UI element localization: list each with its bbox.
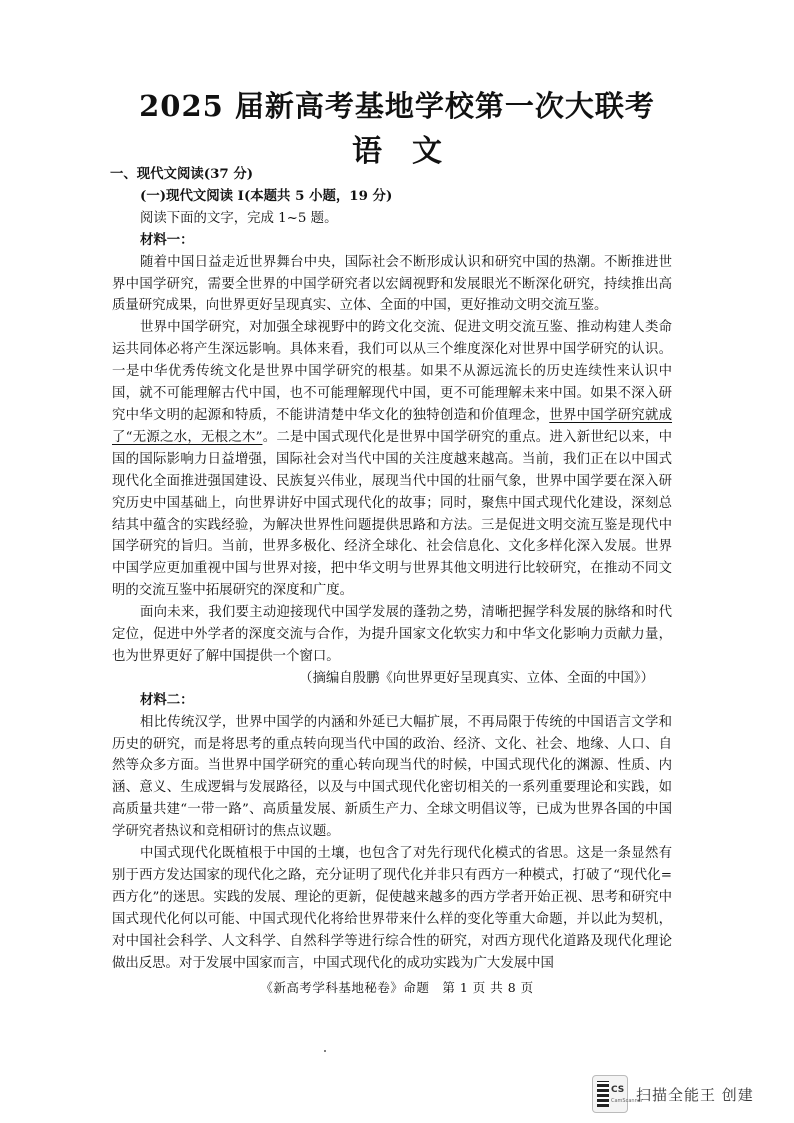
scan-speck (324, 1050, 326, 1052)
underlined-sentence: 世界中国学研究就成了“无源之水，无根之木” (112, 407, 673, 445)
exam-title: 2025 届新高考基地学校第一次大联考 (139, 89, 655, 123)
watermark-text: 扫描全能王 创建 (636, 1085, 754, 1104)
material1-paragraph-2 (112, 317, 672, 602)
material1-paragraph-1: 随着中国日益走近世界舞台中央，国际社会不断形成认识和研究中国的热潮。不断推进世界中国学研究，需要全世界的中国学研究者以宏阔视野和发展眼光不断深化研究，持续推出高质量研究成果，向世界更好呈现真实、立体、全面的中国，更好推动文明交流互鉴。 (112, 254, 672, 314)
material1-paragraph-3: 面向未来，我们要主动迎接现代中国学发展的蓬勃之势，清晰把握学科发展的脉络和时代定位，促进中外学者的深度交流与合作，为提升国家文化软实力和中华文化影响力贡献力量，也为世界更好了解中国提供一个窗口。 (112, 605, 672, 664)
scanner-watermark (592, 1074, 754, 1114)
sub-section-heading: (一)现代文阅读 I(本题共 5 小题，19 分) (140, 187, 393, 204)
camscanner-logo-icon: CS CamScanner (592, 1075, 628, 1113)
material1-label: 材料一： (140, 231, 194, 248)
section-heading: 一、现代文阅读(37 分) (110, 166, 254, 182)
material2-paragraph-1: 相比传统汉学，世界中国学的内涵和外延已大幅扩展，不再局限于传统的中国语言文学和历史的研究，而是将思考的重点转向现当代中国的政治、经济、文化、社会、地缘、人口、自然等众多方面。当世界中国学研究的重心转向现当代的时候，中国式现代化的渊源、性质、内涵、意义、生成逻辑与发展路径，以及与中国式现代化密切相关的一系列重要理论和实践，如高质量共建“一带一路”、高质量发展、新质生产力、全球文明倡议等，已成为世界各国的中国学研究者热议和竞相研讨的焦点议题。 (112, 714, 672, 840)
material1-source: （摘编自殷鹏《向世界更好呈现真实、立体、全面的中国》） (299, 670, 654, 686)
exam-content (112, 164, 672, 975)
subject-title: 语文 (352, 134, 472, 169)
material2-paragraph-2: 中国式现代化既植根于中国的土壤，也包含了对先行现代化模式的省思。这是一条显然有别于西方发达国家的现代化之路，充分证明了现代化并非只有西方一种模式，打破了“现代化=西方化”的迷思。实践的发展、理论的更新，促使越来越多的西方学者开始正视、思考和研究中国式现代化何以可能、中国式现代化将给世界带来什么样的变化等重大命题，并以此为契机，对中国社会科学、人文科学、自然科学等进行综合性的研究，对西方现代化道路及现代化理论做出反思。对于发展中国家而言，中国式现代化的成功实践为广大发展中国 (112, 846, 672, 971)
material1-paragraph-2-part-a: 世界中国学研究，对加强全球视野中的跨文化交流、促进文明交流互鉴、推动构建人类命运共同体必将产生深远影响。具体来看，我们可以从三个维度深化对世界中国学研究的认识。一是中华优秀传统文化是世界中国学研究的根基。如果不从源远流长的历史连续性来认识中国，就不可能理解古代中国，也不可能理解现代中国，更不可能理解未来中国。如果不深入研究中华文明的起源和特质，不能讲清楚中华文化的独特创造和价值理念， (112, 320, 672, 423)
page-footer: 《新高考学科基地秘卷》命题 第 1 页 共 8 页 (260, 980, 534, 995)
material2-label: 材料二： (140, 691, 194, 708)
material1-paragraph-2-part-b: 。二是中国式现代化是世界中国学研究的重点。进入新世纪以来，中国的国际影响力日益增强，国际社会对当代中国的关注度越来越高。当前，我们正在以中国式现代化全面推进强国建设、民族复兴伟业，展现当代中国的壮丽气象，世界中国学要在深入研究历史中国基础上，向世界讲好中国式现代化的故事；同时，聚焦中国式现代化建设，深刻总结其中蕴含的实践经验，为解决世界性问题提供思路和方法。三是促进文明交流互鉴是现代中国学研究的旨归。当前，世界多极化、经济全球化、社会信息化、文化多样化深入发展。世界中国学应更加重视中国与世界对接，把中华文明与世界其他文明进行比较研究，在推动不同文明的交流互鉴中拓展研究的深度和广度。 (112, 429, 672, 599)
instruction-text: 阅读下面的文字，完成 1~5 题。 (140, 210, 338, 226)
